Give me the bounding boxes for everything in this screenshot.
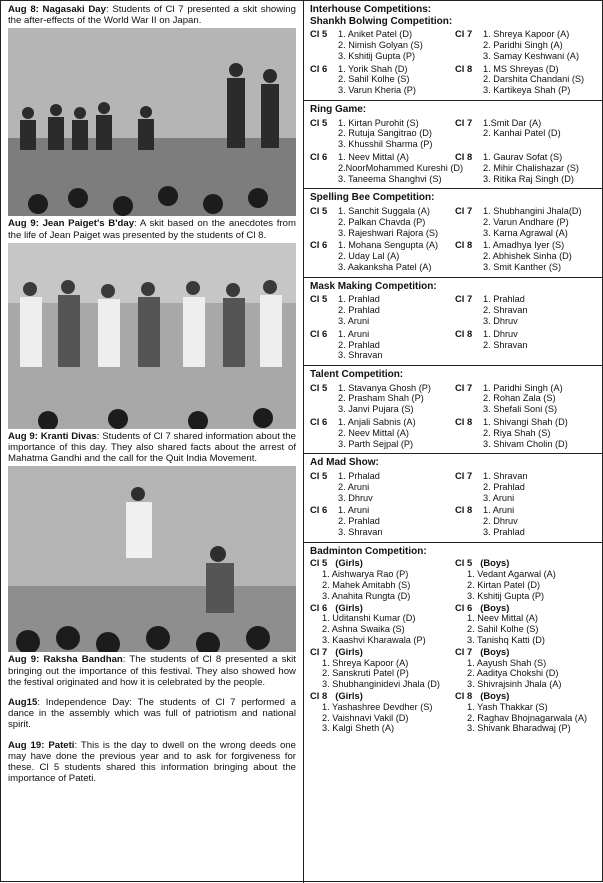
- winner-name: 1. Yashashree Devdher (S): [322, 701, 433, 712]
- result-row: [310, 206, 600, 238]
- winner-name: 2. Aaditya Chokshi (D): [467, 668, 559, 679]
- class-label: Cl 6: [310, 239, 328, 251]
- winner-list: [483, 64, 584, 96]
- class-result: [310, 505, 455, 537]
- nagasaki-day-photo: [8, 28, 296, 216]
- section-divider: [303, 453, 603, 454]
- winner-name: 1. Stavanya Ghosh (P): [338, 382, 431, 393]
- winner-list: [483, 383, 563, 415]
- class-result: [455, 691, 600, 734]
- winner-name: 2. Vaishnavi Vakil (D): [322, 712, 409, 723]
- winner-list: [338, 417, 416, 449]
- event-caption: Aug 19: Pateti: This is the day to dwell on the wrong deeds one may have done the previous year and to ask for forgiveness for these. Cl 5 students shared this information bringing about the importance of Pateti.: [8, 739, 296, 785]
- class-result: [455, 417, 600, 449]
- winner-name: 2. Darshita Chandani (S): [483, 74, 585, 85]
- winner-name: 1. Prahlad: [338, 294, 380, 305]
- winner-list: [483, 329, 527, 361]
- class-result: [310, 383, 455, 415]
- section-divider: [303, 277, 603, 278]
- group-label: (Girls): [335, 645, 363, 657]
- winner-name: 3. Dhruv: [483, 315, 518, 326]
- admad-results: [310, 471, 600, 538]
- spelling-results: [310, 206, 600, 273]
- class-label: Cl 6: [310, 504, 328, 516]
- class-label: Cl 7: [455, 28, 473, 40]
- class-label: Cl 8: [455, 327, 473, 339]
- class-result: [310, 206, 455, 238]
- class-result: [455, 505, 600, 537]
- winner-name: 1. Shreya Kapoor (A): [483, 29, 570, 40]
- class-label: Cl 5: [310, 381, 328, 393]
- result-row: [310, 647, 600, 690]
- winner-name: 1. Aishwarya Rao (P): [322, 569, 409, 580]
- winner-name: 3. Shubhanginidevi Jhala (D): [322, 679, 440, 690]
- winner-list: [338, 471, 380, 503]
- winner-list: [483, 29, 579, 61]
- class-result: [455, 647, 600, 690]
- winner-name: 1. Neev Mittal (A): [338, 151, 409, 162]
- class-result: [455, 118, 600, 150]
- talent-results: [310, 383, 600, 450]
- class-result: [455, 294, 600, 326]
- class-label: Cl 7: [455, 381, 473, 393]
- event-caption: Aug15: Independence Day: The students of Cl 7 performed a dance in the assembly which was full of patriotism and national spirit.: [8, 697, 296, 731]
- class-label: Cl 7: [455, 645, 473, 657]
- winner-list: [338, 206, 438, 238]
- class-label: Cl 5: [310, 204, 328, 216]
- winner-name: 2. Sahil Kolhe (S): [467, 624, 539, 635]
- class-label: Cl 6: [455, 601, 473, 613]
- winner-name: 2. Prasham Shah (P): [338, 393, 424, 404]
- class-result: [455, 471, 600, 503]
- class-label: Cl 5: [310, 557, 328, 569]
- class-result: [310, 294, 455, 326]
- winner-name: 2. Rohan Zala (S): [483, 393, 556, 404]
- class-label: Cl 6: [310, 327, 328, 339]
- winner-list: [338, 383, 431, 415]
- winner-name: 3. Prahlad: [483, 527, 525, 538]
- class-result: [455, 603, 600, 646]
- winner-name: 1. Aruni: [338, 328, 370, 339]
- class-result: [455, 240, 600, 272]
- mask-results: [310, 294, 600, 361]
- winner-name: 1. Prhalad: [338, 471, 380, 482]
- winner-name: 2. Prahlad: [338, 305, 380, 316]
- winner-list: [338, 329, 382, 361]
- winner-list: [483, 417, 568, 449]
- winner-name: 1. Aruni: [338, 505, 370, 516]
- shankh-title: Shankh Bolwing Competition:: [310, 15, 453, 27]
- winner-list: [483, 118, 561, 150]
- winner-name: 3. Kshitij Gupta (P): [338, 50, 416, 61]
- class-label: Cl 8: [455, 62, 473, 74]
- class-label: Cl 5: [310, 28, 328, 40]
- result-row: [310, 691, 600, 734]
- class-result: [310, 417, 455, 449]
- winner-name: 1. Yorik Shah (D): [338, 63, 408, 74]
- result-row: [310, 152, 600, 184]
- winner-name: 2. Mihir Chalishazar (S): [483, 162, 579, 173]
- winner-name: 1. Kirtan Purohit (S): [338, 117, 419, 128]
- winner-name: 1. Shivangi Shah (D): [483, 417, 568, 428]
- ring-results: [310, 118, 600, 185]
- class-label: Cl 6: [310, 416, 328, 428]
- winner-name: 1. Dhruv: [483, 328, 518, 339]
- winner-name: 1. Shubhangini Jhala(D): [483, 205, 582, 216]
- class-label: Cl 7: [455, 470, 473, 482]
- winner-name: 2. Raghav Bhojnagarwala (A): [467, 712, 588, 723]
- group-label: (Girls): [335, 601, 363, 613]
- winner-name: 2. Nimish Golyan (S): [338, 39, 423, 50]
- class-result: [455, 206, 600, 238]
- winner-name: 3. Shefali Soni (S): [483, 404, 558, 415]
- group-label: (Boys): [480, 601, 510, 613]
- class-result: [310, 240, 455, 272]
- class-label: Cl 8: [310, 690, 328, 701]
- winner-list: [483, 471, 527, 503]
- winner-name: 2. Neev Mittal (A): [338, 427, 409, 438]
- admad-title: Ad Mad Show:: [310, 457, 379, 469]
- result-row: [310, 118, 600, 150]
- events-column: [8, 4, 296, 784]
- group-label: (Boys): [480, 690, 510, 701]
- winner-name: 3. Kaashvi Kharawala (P): [322, 635, 426, 646]
- winner-name: 2. Rutuja Sangitrao (D): [338, 128, 432, 139]
- winner-name: 3. Varun Kheria (P): [338, 85, 416, 96]
- winner-name: 3. Kshitij Gupta (P): [467, 590, 545, 601]
- winner-name: 3. Smit Kanther (S): [483, 261, 562, 272]
- winner-name: 2. Sanskruti Patel (P): [322, 668, 409, 679]
- class-label: Cl 7: [455, 293, 473, 305]
- winner-name: 3. Parth Sejpal (P): [338, 438, 414, 449]
- winner-name: 3. Shravan: [338, 527, 383, 538]
- section-divider: [303, 100, 603, 101]
- section-divider: [303, 365, 603, 366]
- winner-list: [483, 294, 527, 326]
- spelling-title: Spelling Bee Competition:: [310, 192, 435, 204]
- winner-name: 3. Kalgi Sheth (A): [322, 723, 395, 734]
- winner-name: 2. Prahlad: [338, 516, 380, 527]
- class-result: [310, 64, 455, 96]
- section-divider: [303, 188, 603, 189]
- mask-title: Mask Making Competition:: [310, 280, 437, 292]
- winner-name: 1. Mohana Sengupta (A): [338, 240, 439, 251]
- winner-name: 3. Ritika Raj Singh (D): [483, 173, 574, 184]
- winner-name: 3. Karna Agrawal (A): [483, 227, 568, 238]
- result-row: [310, 505, 600, 537]
- raksha-bandhan-photo: [8, 466, 296, 652]
- badminton-title: Badminton Competition:: [310, 545, 427, 557]
- class-result: [455, 558, 600, 601]
- winner-name: 3. Khusshil Sharma (P): [338, 139, 433, 150]
- winner-name: 2. Prahlad: [483, 481, 525, 492]
- result-row: [310, 294, 600, 326]
- winner-name: 3. Shivrajsinh Jhala (A): [467, 679, 562, 690]
- class-result: [310, 691, 455, 734]
- winner-name: 3. Dhruv: [338, 492, 373, 503]
- group-label: (Boys): [480, 645, 510, 657]
- winner-name: 2. Varun Andhare (P): [483, 216, 569, 227]
- winner-name: 2. Paridhi Singh (A): [483, 39, 563, 50]
- winner-name: 3. Janvi Pujara (S): [338, 404, 414, 415]
- winner-name: 3. Aakanksha Patel (A): [338, 261, 432, 272]
- class-label: Cl 8: [455, 690, 473, 701]
- class-result: [455, 329, 600, 361]
- winner-name: 2. Palkan Chavda (P): [338, 216, 426, 227]
- result-row: [310, 240, 600, 272]
- talent-title: Talent Competition:: [310, 369, 404, 381]
- event-caption: Aug 9: Raksha Bandhan: The students of Cl 8 presented a skit bringing out the importance of this festival. They also showed how the festival originated and how it is celebrated by the people.: [8, 654, 296, 688]
- winner-name: 1. Aniket Patel (D): [338, 29, 413, 40]
- winner-list: [338, 64, 416, 96]
- class-result: [310, 603, 455, 646]
- winner-list: [483, 240, 572, 272]
- column-divider: [303, 1, 304, 883]
- group-label: (Boys): [480, 557, 510, 569]
- badminton-results: [310, 558, 600, 734]
- winner-list: [338, 240, 438, 272]
- class-result: [310, 118, 455, 150]
- result-row: [310, 383, 600, 415]
- result-row: [310, 29, 600, 61]
- class-label: Cl 8: [455, 504, 473, 516]
- winner-name: 3. Samay Keshwani (A): [483, 50, 579, 61]
- winner-name: 2. Prahlad: [338, 339, 380, 350]
- class-label: Cl 6: [310, 150, 328, 162]
- class-result: [310, 647, 455, 690]
- winner-name: 2. Aruni: [338, 481, 370, 492]
- ring-title: Ring Game:: [310, 103, 367, 115]
- winner-name: 2. Uday Lal (A): [338, 251, 400, 262]
- winner-list: [338, 152, 463, 184]
- winner-name: 3. Aruni: [483, 492, 515, 503]
- class-label: Cl 6: [310, 62, 328, 74]
- winner-list: [483, 152, 579, 184]
- class-label: Cl 5: [310, 116, 328, 128]
- section-title: Interhouse Competitions:: [310, 4, 432, 15]
- winner-name: 1.Smit Dar (A): [483, 117, 542, 128]
- winner-name: 2. Shravan: [483, 305, 528, 316]
- winner-list: [338, 294, 380, 326]
- winner-name: 3. Anahita Rungta (D): [322, 590, 411, 601]
- winner-name: 3. Shivank Bharadwaj (P): [467, 723, 571, 734]
- winner-name: 1. Neev Mittal (A): [467, 613, 538, 624]
- winner-name: 3. Aruni: [338, 315, 370, 326]
- class-label: Cl 6: [310, 601, 328, 613]
- winner-name: 2. Ashna Swaika (S): [322, 624, 405, 635]
- class-label: Cl 8: [455, 150, 473, 162]
- winner-name: 3. Kartikeya Shah (P): [483, 85, 571, 96]
- winner-name: 1. Paridhi Singh (A): [483, 382, 563, 393]
- winner-name: 1. Yash Thakkar (S): [467, 701, 548, 712]
- winner-name: 2. Mahek Amitabh (S): [322, 580, 411, 591]
- winner-name: 3. Rajeshwari Rajora (S): [338, 227, 439, 238]
- winner-name: 2. Kirtan Patel (D): [467, 580, 541, 591]
- group-label: (Girls): [335, 690, 363, 701]
- event-caption: Aug 8: Nagasaki Day: Students of Cl 7 presented a skit showing the after-effects of the World War II on Japan.: [8, 4, 296, 27]
- class-label: Cl 5: [455, 557, 473, 569]
- winner-name: 2. Shravan: [483, 339, 528, 350]
- shankh-results: [310, 29, 600, 96]
- class-result: [310, 558, 455, 601]
- winner-list: [338, 29, 423, 61]
- class-label: Cl 5: [310, 470, 328, 482]
- result-row: [310, 558, 600, 601]
- competitions-column: [310, 4, 600, 734]
- winner-name: 1. Shravan: [483, 471, 528, 482]
- winner-name: 3. Shravan: [338, 350, 383, 361]
- result-row: [310, 329, 600, 361]
- winner-name: 2. Riya Shah (S): [483, 427, 551, 438]
- winner-name: 1. MS Shreyas (D): [483, 63, 559, 74]
- class-result: [455, 29, 600, 61]
- class-result: [455, 383, 600, 415]
- winner-name: 1. Aayush Shah (S): [467, 657, 547, 668]
- event-caption: Aug 9: Kranti Divas: Students of Cl 7 shared information about the importance of this day. They also shared facts about the arrest of Mahatma Gandhi and the call for the Quit India Movement.: [8, 430, 296, 465]
- winner-name: 1. Uditanshi Kumar (D): [322, 613, 416, 624]
- winner-list: [338, 118, 432, 150]
- winner-list: [338, 505, 382, 537]
- class-result: [310, 29, 455, 61]
- result-row: [310, 471, 600, 503]
- winner-list: [483, 206, 582, 238]
- winner-name: 1. Vedant Agarwal (A): [467, 569, 556, 580]
- winner-name: 1. Gaurav Sofat (S): [483, 151, 563, 162]
- class-label: Cl 8: [455, 239, 473, 251]
- class-result: [455, 64, 600, 96]
- winner-name: 1. Amadhya Iyer (S): [483, 240, 565, 251]
- winner-name: 1. Shreya Kapoor (A): [322, 657, 409, 668]
- winner-list: [483, 505, 525, 537]
- group-label: (Girls): [335, 557, 363, 569]
- winner-name: 1. Sanchit Suggala (A): [338, 205, 430, 216]
- class-label: Cl 7: [310, 645, 328, 657]
- winner-name: 3. Shivam Cholin (D): [483, 438, 568, 449]
- winner-name: 2.NoorMohammed Kureshi (D): [338, 162, 464, 173]
- winner-name: 2. Sahil Kolhe (S): [338, 74, 410, 85]
- result-row: [310, 417, 600, 449]
- result-row: [310, 64, 600, 96]
- class-label: Cl 5: [310, 293, 328, 305]
- winner-name: 3. Tanishq Katti (D): [467, 635, 545, 646]
- section-divider: [303, 542, 603, 543]
- class-label: Cl 7: [455, 204, 473, 216]
- winner-name: 2. Abhishek Sinha (D): [483, 251, 572, 262]
- winner-name: 1. Prahlad: [483, 294, 525, 305]
- class-result: [455, 152, 600, 184]
- class-label: Cl 7: [455, 116, 473, 128]
- class-result: [310, 471, 455, 503]
- jean-paiget-bday-photo: [8, 243, 296, 429]
- class-label: Cl 8: [455, 416, 473, 428]
- winner-name: 1. Aruni: [483, 505, 515, 516]
- class-result: [310, 329, 455, 361]
- winner-name: 2. Kanhai Patel (D): [483, 128, 561, 139]
- winner-name: 3. Taneema Shanghvi (S): [338, 173, 442, 184]
- result-row: [310, 603, 600, 646]
- winner-name: 2. Dhruv: [483, 516, 518, 527]
- event-caption: Aug 9: Jean Paiget's B'day: A skit based on the anecdotes from the life of Jean Paiget was presented by the students of Cl 8.: [8, 218, 296, 241]
- winner-name: 1. Anjali Sabnis (A): [338, 417, 416, 428]
